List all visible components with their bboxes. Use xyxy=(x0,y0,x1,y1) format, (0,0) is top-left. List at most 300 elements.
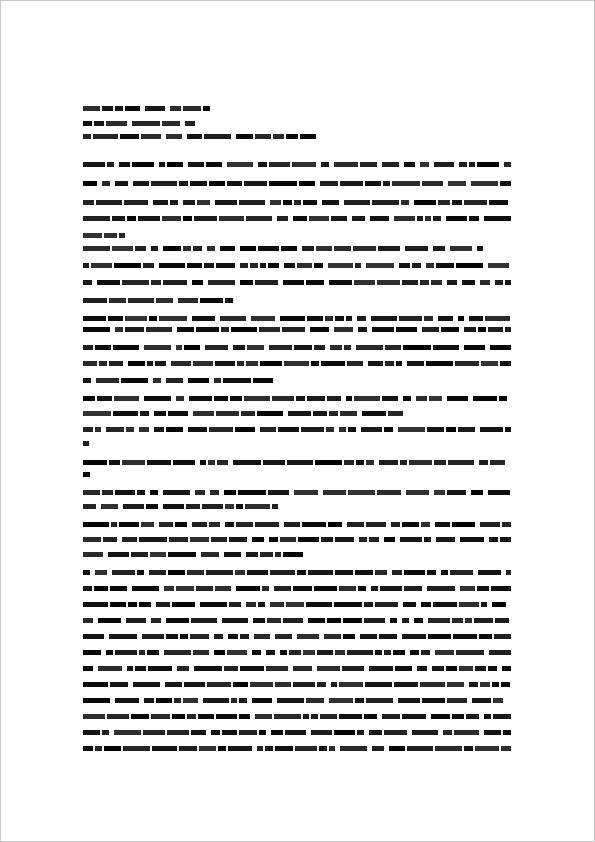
text-fragment xyxy=(153,378,161,383)
text-fragment xyxy=(220,316,246,321)
text-fragment xyxy=(169,537,188,542)
text-fragment xyxy=(250,263,258,268)
text-fragment xyxy=(372,746,384,751)
text-fragment xyxy=(244,396,270,401)
text-fragment xyxy=(240,246,256,251)
text-fragment xyxy=(115,490,135,495)
text-fragment xyxy=(166,634,178,639)
text-fragment xyxy=(205,345,228,350)
text-fragment xyxy=(326,427,334,432)
text-fragment xyxy=(422,181,443,186)
text-fragment xyxy=(278,427,299,432)
text-fragment xyxy=(424,537,431,542)
text-fragment xyxy=(102,730,109,735)
text-fragment xyxy=(218,746,226,751)
text-fragment xyxy=(241,411,255,416)
text-fragment xyxy=(184,682,205,687)
text-fragment xyxy=(122,460,145,465)
text-fragment xyxy=(469,682,478,687)
paragraph-line xyxy=(83,426,511,432)
text-fragment xyxy=(481,602,487,607)
text-fragment xyxy=(315,460,342,465)
text-fragment xyxy=(481,361,498,366)
text-fragment xyxy=(96,378,119,383)
text-fragment xyxy=(490,345,511,350)
text-fragment xyxy=(357,730,364,735)
text-fragment xyxy=(146,504,158,509)
text-fragment xyxy=(122,537,137,542)
text-fragment xyxy=(431,280,442,285)
text-fragment xyxy=(335,316,344,321)
text-fragment xyxy=(441,570,448,575)
text-fragment xyxy=(366,460,374,465)
text-fragment xyxy=(236,134,253,139)
text-fragment xyxy=(159,522,173,527)
text-fragment xyxy=(171,361,191,366)
text-fragment xyxy=(382,396,398,401)
text-fragment xyxy=(83,666,93,671)
text-fragment xyxy=(301,427,324,432)
text-fragment xyxy=(133,181,149,186)
text-fragment xyxy=(144,396,171,401)
text-fragment xyxy=(193,411,214,416)
text-fragment xyxy=(142,634,164,639)
text-fragment xyxy=(452,714,464,719)
text-fragment xyxy=(145,106,165,111)
text-fragment xyxy=(334,246,351,251)
text-fragment xyxy=(147,650,159,655)
text-fragment xyxy=(391,522,400,527)
paragraph-line xyxy=(83,551,303,557)
text-fragment xyxy=(162,216,181,221)
text-fragment xyxy=(344,460,354,465)
text-fragment xyxy=(153,200,168,205)
text-fragment xyxy=(147,460,171,465)
text-fragment xyxy=(462,280,475,285)
text-fragment xyxy=(135,666,146,671)
text-fragment xyxy=(502,522,511,527)
text-fragment xyxy=(365,682,392,687)
text-fragment xyxy=(143,263,154,268)
text-fragment xyxy=(302,522,326,527)
text-fragment xyxy=(294,200,301,205)
text-fragment xyxy=(208,460,215,465)
text-fragment xyxy=(388,411,403,416)
text-fragment xyxy=(375,602,398,607)
text-fragment xyxy=(167,730,189,735)
text-fragment xyxy=(484,730,501,735)
text-fragment xyxy=(404,586,422,591)
text-fragment xyxy=(259,730,266,735)
text-fragment xyxy=(83,298,107,303)
text-fragment xyxy=(166,427,183,432)
text-fragment xyxy=(194,666,222,671)
text-fragment xyxy=(83,602,108,607)
text-fragment xyxy=(400,460,407,465)
text-fragment xyxy=(192,522,207,527)
text-fragment xyxy=(131,552,148,557)
text-fragment xyxy=(283,280,304,285)
paragraph-line xyxy=(83,245,483,251)
text-fragment xyxy=(196,586,213,591)
text-fragment xyxy=(329,746,335,751)
text-fragment xyxy=(83,460,107,465)
text-fragment xyxy=(475,666,486,671)
text-fragment xyxy=(297,570,306,575)
text-fragment xyxy=(163,246,181,251)
text-fragment xyxy=(224,552,241,557)
text-fragment xyxy=(313,411,327,416)
text-fragment xyxy=(380,586,402,591)
text-fragment xyxy=(83,162,105,167)
text-fragment xyxy=(193,246,202,251)
text-fragment xyxy=(334,602,362,607)
text-fragment xyxy=(379,460,398,465)
text-fragment xyxy=(343,634,355,639)
text-fragment xyxy=(255,522,279,527)
text-fragment xyxy=(156,602,170,607)
text-fragment xyxy=(187,263,202,268)
text-fragment xyxy=(83,327,110,332)
text-fragment xyxy=(283,200,292,205)
text-fragment xyxy=(190,634,209,639)
text-fragment xyxy=(204,134,231,139)
text-fragment xyxy=(412,730,438,735)
text-fragment xyxy=(368,361,383,366)
text-fragment xyxy=(174,698,181,703)
text-fragment xyxy=(434,460,446,465)
text-fragment xyxy=(456,650,484,655)
text-fragment xyxy=(207,682,231,687)
text-fragment xyxy=(447,698,467,703)
text-fragment xyxy=(144,698,154,703)
text-fragment xyxy=(83,200,94,205)
text-fragment xyxy=(162,121,180,126)
text-fragment xyxy=(141,522,154,527)
text-fragment xyxy=(398,427,425,432)
text-fragment xyxy=(98,618,121,623)
text-fragment xyxy=(140,411,149,416)
text-fragment xyxy=(356,460,364,465)
text-fragment xyxy=(163,504,184,509)
text-fragment xyxy=(101,504,118,509)
text-fragment xyxy=(229,602,241,607)
text-fragment xyxy=(228,634,238,639)
text-fragment xyxy=(138,216,160,221)
text-fragment xyxy=(214,396,228,401)
text-fragment xyxy=(206,570,233,575)
text-fragment xyxy=(384,427,393,432)
text-fragment xyxy=(236,522,253,527)
text-fragment xyxy=(168,570,185,575)
text-fragment xyxy=(331,216,347,221)
text-fragment xyxy=(450,246,472,251)
paragraph-line xyxy=(83,215,511,221)
text-fragment xyxy=(229,537,247,542)
text-fragment xyxy=(127,216,136,221)
text-fragment xyxy=(227,181,242,186)
text-fragment xyxy=(102,181,110,186)
paragraph-line xyxy=(83,262,511,268)
text-fragment xyxy=(114,263,141,268)
text-fragment xyxy=(132,121,160,126)
text-fragment xyxy=(239,200,265,205)
paragraph-line xyxy=(83,459,511,465)
text-fragment xyxy=(125,327,144,332)
text-fragment xyxy=(287,460,313,465)
text-fragment xyxy=(184,345,200,350)
text-fragment xyxy=(424,316,433,321)
text-fragment xyxy=(167,162,183,167)
text-fragment xyxy=(485,316,510,321)
text-fragment xyxy=(139,537,167,542)
text-fragment xyxy=(115,106,123,111)
text-fragment xyxy=(178,298,198,303)
text-fragment xyxy=(366,263,394,268)
text-fragment xyxy=(95,345,111,350)
text-fragment xyxy=(221,327,229,332)
text-fragment xyxy=(500,537,511,542)
text-fragment xyxy=(317,666,340,671)
text-fragment xyxy=(399,316,422,321)
text-fragment xyxy=(123,504,144,509)
text-fragment xyxy=(329,280,352,285)
text-fragment xyxy=(211,537,227,542)
text-fragment xyxy=(426,361,453,366)
text-fragment xyxy=(163,280,187,285)
text-fragment xyxy=(491,586,511,591)
text-fragment xyxy=(334,327,353,332)
text-fragment xyxy=(112,570,135,575)
text-fragment xyxy=(447,682,464,687)
text-fragment xyxy=(324,634,341,639)
text-fragment xyxy=(273,134,284,139)
text-fragment xyxy=(434,490,445,495)
text-fragment xyxy=(477,246,483,251)
text-fragment xyxy=(452,618,463,623)
paragraph-line xyxy=(83,697,511,703)
text-fragment xyxy=(403,396,411,401)
text-fragment xyxy=(109,361,123,366)
text-fragment xyxy=(246,216,272,221)
text-fragment xyxy=(197,200,210,205)
text-fragment xyxy=(369,730,382,735)
text-fragment xyxy=(448,181,466,186)
text-fragment xyxy=(459,666,473,671)
text-fragment xyxy=(223,378,251,383)
text-fragment xyxy=(464,327,476,332)
text-fragment xyxy=(389,746,405,751)
text-fragment xyxy=(83,378,91,383)
text-fragment xyxy=(225,522,234,527)
text-fragment xyxy=(292,162,316,167)
text-fragment xyxy=(505,280,511,285)
text-fragment xyxy=(186,504,200,509)
text-fragment xyxy=(459,162,467,167)
text-fragment xyxy=(311,361,319,366)
text-fragment xyxy=(176,586,194,591)
text-fragment xyxy=(366,698,393,703)
text-fragment xyxy=(246,361,258,366)
text-fragment xyxy=(268,263,279,268)
text-fragment xyxy=(360,634,377,639)
text-fragment xyxy=(148,666,172,671)
text-fragment xyxy=(407,361,424,366)
text-fragment xyxy=(382,714,400,719)
text-fragment xyxy=(110,602,126,607)
text-fragment xyxy=(99,361,107,366)
text-fragment xyxy=(183,106,201,111)
text-fragment xyxy=(255,714,272,719)
text-fragment xyxy=(83,121,92,126)
text-fragment xyxy=(289,650,301,655)
text-fragment xyxy=(83,650,101,655)
text-fragment xyxy=(484,216,511,221)
text-fragment xyxy=(277,216,288,221)
text-fragment xyxy=(484,714,491,719)
text-fragment xyxy=(335,570,353,575)
text-fragment xyxy=(230,396,242,401)
text-fragment xyxy=(401,200,409,205)
text-fragment xyxy=(307,396,325,401)
text-fragment xyxy=(283,552,303,557)
text-fragment xyxy=(151,181,177,186)
text-fragment xyxy=(342,666,364,671)
paragraph-line xyxy=(83,279,511,285)
text-fragment xyxy=(280,650,287,655)
text-fragment xyxy=(454,730,479,735)
text-fragment xyxy=(469,216,479,221)
text-fragment xyxy=(420,682,445,687)
text-fragment xyxy=(409,460,432,465)
text-fragment xyxy=(231,327,257,332)
text-fragment xyxy=(377,490,401,495)
text-fragment xyxy=(151,618,161,623)
text-fragment xyxy=(260,552,273,557)
text-fragment xyxy=(170,200,178,205)
text-fragment xyxy=(115,698,139,703)
text-fragment xyxy=(385,345,401,350)
text-fragment xyxy=(314,345,325,350)
text-fragment xyxy=(317,650,333,655)
text-fragment xyxy=(222,618,248,623)
text-fragment xyxy=(235,570,245,575)
text-fragment xyxy=(407,746,433,751)
text-fragment xyxy=(420,162,429,167)
text-fragment xyxy=(330,345,342,350)
text-fragment xyxy=(364,618,385,623)
text-fragment xyxy=(187,134,202,139)
text-fragment xyxy=(250,682,273,687)
text-fragment xyxy=(464,345,485,350)
text-fragment xyxy=(173,460,195,465)
text-fragment xyxy=(225,504,234,509)
text-fragment xyxy=(191,730,206,735)
text-fragment xyxy=(206,162,222,167)
text-fragment xyxy=(464,746,473,751)
text-fragment xyxy=(383,181,390,186)
text-fragment xyxy=(83,698,110,703)
text-fragment xyxy=(347,650,373,655)
text-fragment xyxy=(113,345,139,350)
paragraph-line xyxy=(83,377,273,383)
text-fragment xyxy=(346,316,352,321)
text-fragment xyxy=(132,586,159,591)
text-fragment xyxy=(108,552,129,557)
text-fragment xyxy=(319,746,327,751)
text-fragment xyxy=(339,586,356,591)
text-fragment xyxy=(150,490,158,495)
text-fragment xyxy=(323,490,346,495)
text-fragment xyxy=(446,666,457,671)
text-fragment xyxy=(402,280,418,285)
text-fragment xyxy=(83,618,93,623)
text-fragment xyxy=(183,200,195,205)
text-fragment xyxy=(239,714,250,719)
text-fragment xyxy=(233,345,245,350)
text-fragment xyxy=(113,411,138,416)
text-fragment xyxy=(370,216,389,221)
paragraph-line xyxy=(83,395,511,401)
text-fragment xyxy=(196,327,219,332)
text-fragment xyxy=(421,602,431,607)
text-fragment xyxy=(286,602,304,607)
text-fragment xyxy=(102,490,113,495)
text-fragment xyxy=(83,537,101,542)
text-fragment xyxy=(270,570,295,575)
text-fragment xyxy=(447,280,457,285)
text-fragment xyxy=(293,216,307,221)
paragraph-line xyxy=(83,180,511,186)
text-fragment xyxy=(294,345,312,350)
text-fragment xyxy=(168,411,188,416)
text-fragment xyxy=(224,666,238,671)
text-fragment xyxy=(378,246,400,251)
text-fragment xyxy=(168,552,196,557)
text-fragment xyxy=(114,730,141,735)
text-fragment xyxy=(340,746,367,751)
text-fragment xyxy=(193,361,213,366)
text-fragment xyxy=(128,602,137,607)
text-fragment xyxy=(340,181,363,186)
text-fragment xyxy=(306,698,324,703)
text-fragment xyxy=(135,246,146,251)
text-fragment xyxy=(217,460,228,465)
text-fragment xyxy=(109,460,120,465)
text-fragment xyxy=(394,216,415,221)
text-fragment xyxy=(385,361,394,366)
text-fragment xyxy=(420,280,429,285)
text-fragment xyxy=(334,730,355,735)
text-fragment xyxy=(164,586,174,591)
text-fragment xyxy=(233,460,261,465)
text-fragment xyxy=(365,181,381,186)
text-fragment xyxy=(83,411,111,416)
text-fragment xyxy=(402,522,419,527)
text-fragment xyxy=(460,586,475,591)
paragraph-line xyxy=(83,601,511,607)
text-fragment xyxy=(396,327,417,332)
text-fragment xyxy=(403,345,431,350)
text-fragment xyxy=(240,263,248,268)
text-fragment xyxy=(285,730,306,735)
text-fragment xyxy=(108,316,123,321)
text-fragment xyxy=(335,650,345,655)
text-fragment xyxy=(369,537,379,542)
text-fragment xyxy=(499,396,507,401)
text-fragment xyxy=(447,490,466,495)
text-fragment xyxy=(352,216,365,221)
